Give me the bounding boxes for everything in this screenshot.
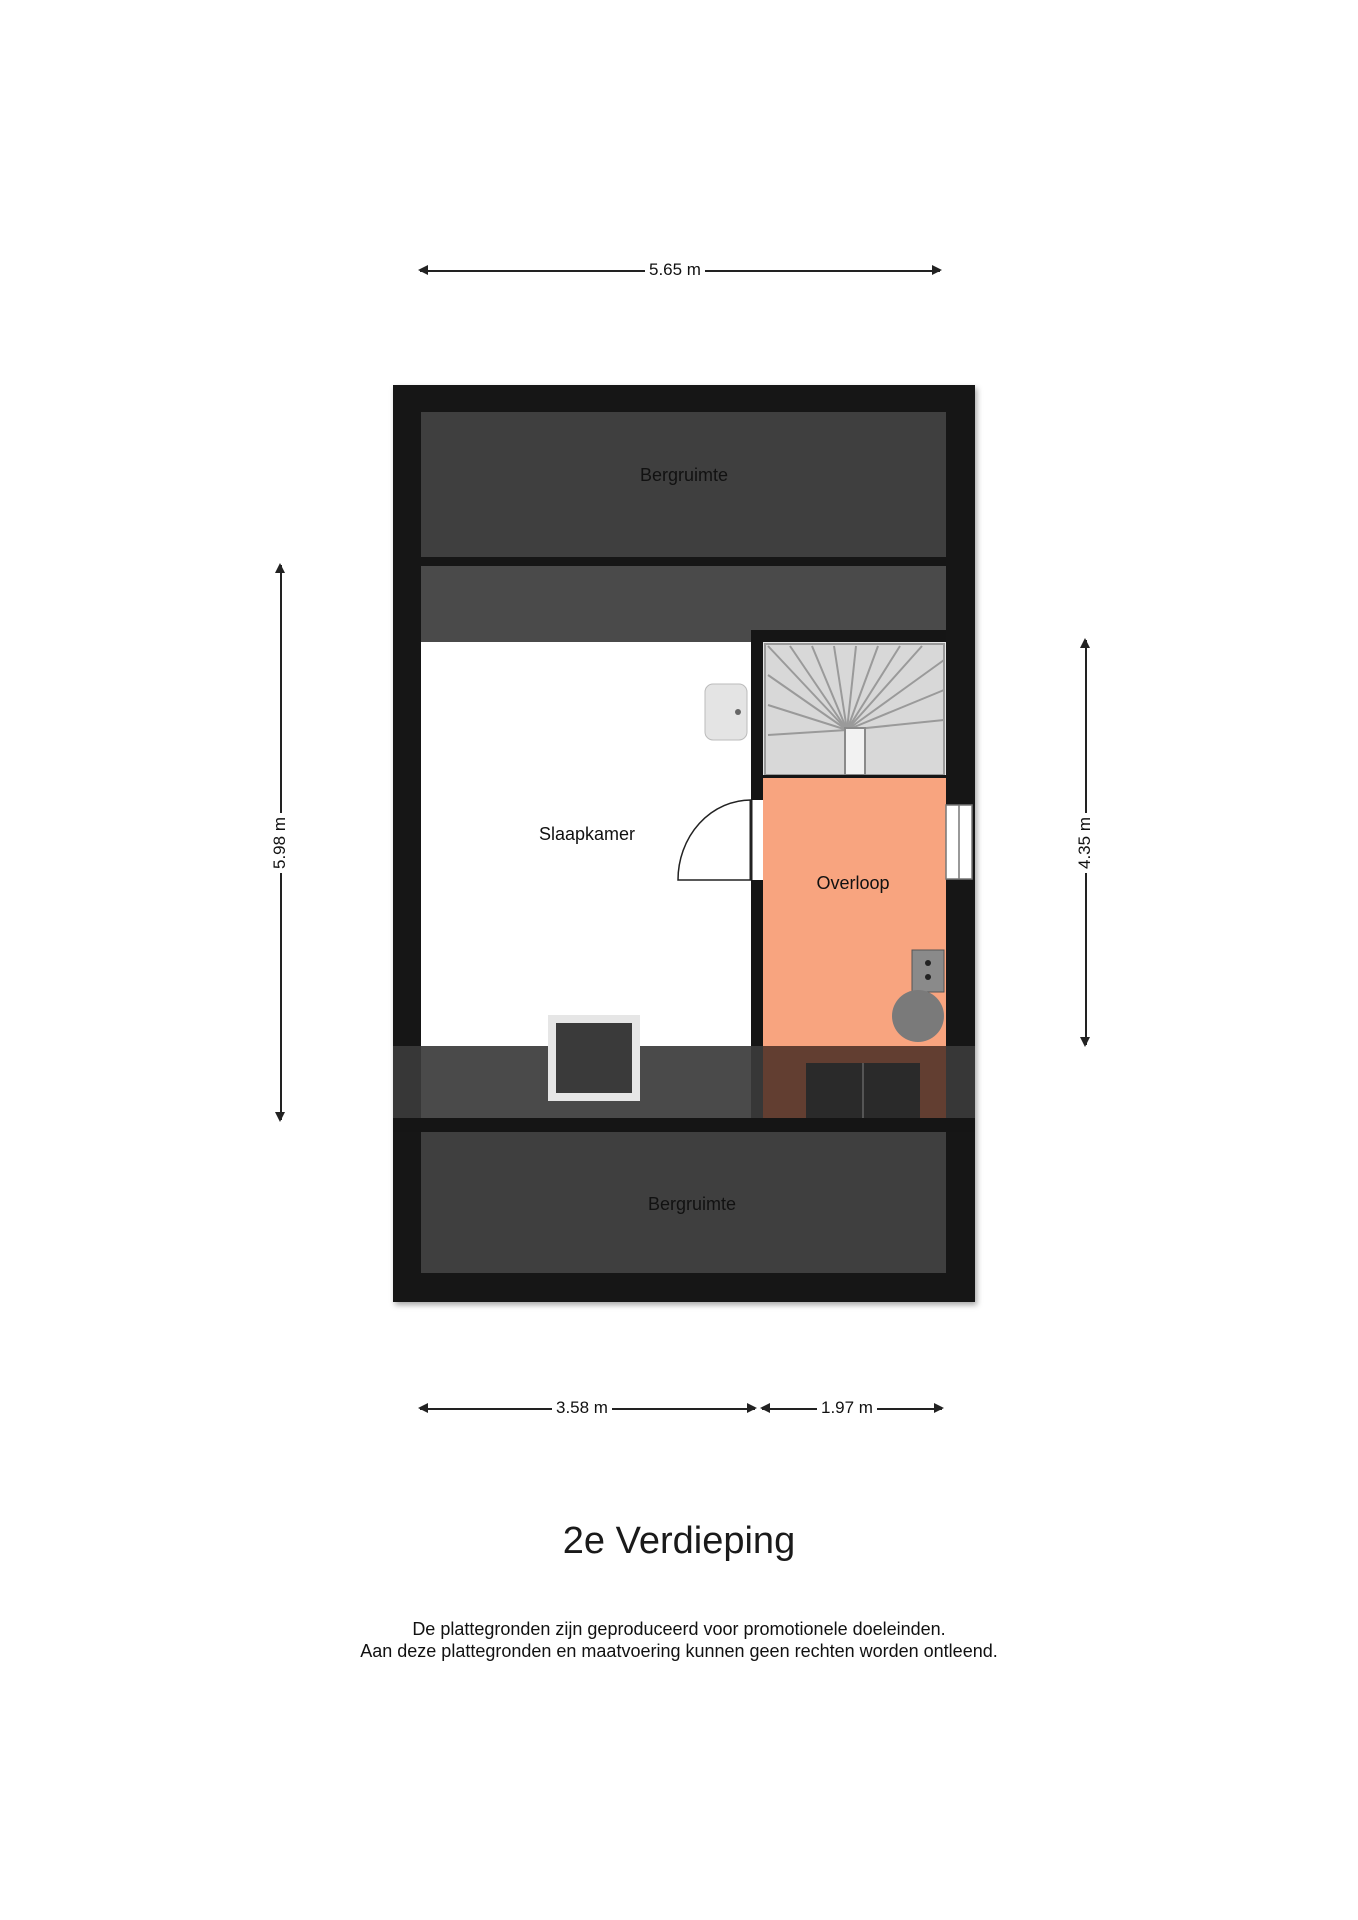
room-label-storage-top: Bergruimte bbox=[639, 465, 729, 485]
dimension-top-width-label: 5.65 m bbox=[645, 260, 705, 280]
dimension-left-height-label: 5.98 m bbox=[270, 813, 290, 873]
room-label-bedroom: Slaapkamer bbox=[538, 824, 636, 844]
room-label-storage-bottom: Bergruimte bbox=[647, 1194, 737, 1214]
dimension-bottom-right-label: 1.97 m bbox=[817, 1398, 877, 1418]
stair-divider bbox=[763, 775, 946, 778]
floor-title: 2e Verdieping bbox=[562, 1520, 796, 1562]
disclaimer-line-2: Aan deze plattegronden en maatvoering kunnen geen rechten worden ontleend. bbox=[360, 1641, 998, 1661]
disclaimer-line-1: De plattegronden zijn geproduceerd voor promotionele doeleinden. bbox=[412, 1619, 946, 1639]
round-appliance-icon bbox=[892, 990, 944, 1042]
dimension-right-height-label: 4.35 m bbox=[1075, 813, 1095, 873]
bedroom-floor bbox=[421, 642, 751, 1046]
stairs-icon bbox=[765, 644, 944, 775]
door-opening bbox=[751, 800, 763, 880]
disclaimer bbox=[0, 1618, 1358, 1662]
dimension-bottom-left-label: 3.58 m bbox=[552, 1398, 612, 1418]
appliance-icon bbox=[912, 950, 944, 992]
interior-wall-top bbox=[751, 630, 946, 642]
room-label-landing: Overloop bbox=[816, 873, 890, 893]
